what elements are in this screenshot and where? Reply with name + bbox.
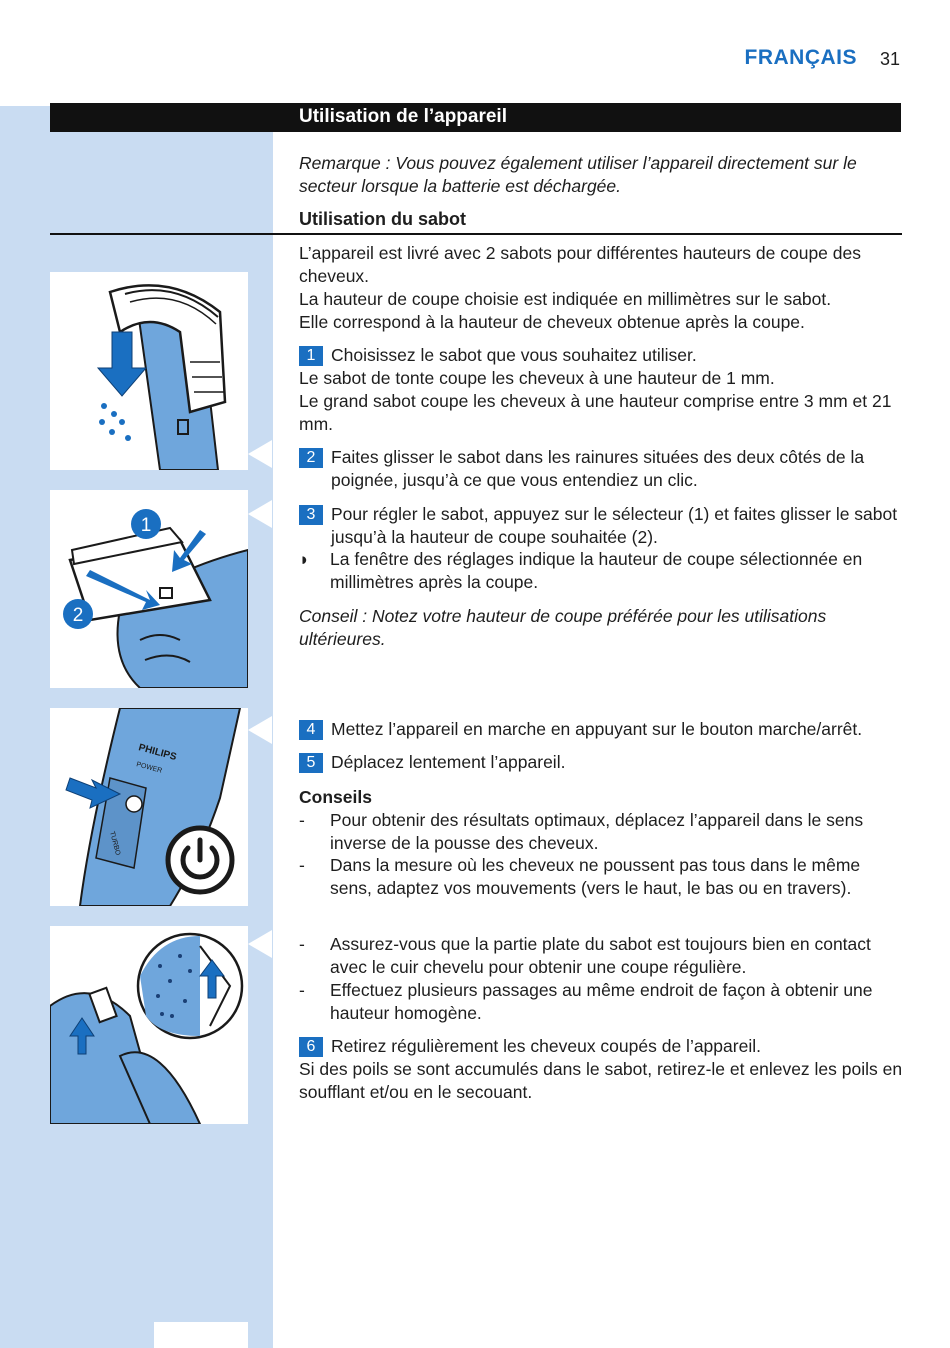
intro-paragraph-3: Elle correspond à la hauteur de cheveux obtenue après la coupe. <box>299 312 805 332</box>
note-paragraph: Remarque : Vous pouvez également utiliser l’appareil directement sur le secteur lorsque la batterie est déchargée. <box>299 153 857 196</box>
dash-marker: - <box>299 934 305 954</box>
step-number: 5 <box>299 753 323 773</box>
step-1-detail-1: Le sabot de tonte coupe les cheveux à une hauteur de 1 mm. <box>299 368 775 388</box>
power-label: POWER <box>135 761 163 775</box>
tips-item-text: Pour obtenir des résultats optimaux, déplacez l’appareil dans le sens inverse de la pousse des cheveux. <box>330 810 864 853</box>
tips-item <box>299 979 904 1025</box>
step-number: 6 <box>299 1037 323 1057</box>
tip-paragraph: Conseil : Notez votre hauteur de coupe préférée pour les utilisations ultérieures. <box>299 606 827 649</box>
section-title: Utilisation de l’appareil <box>299 106 507 127</box>
intro-paragraph-2: La hauteur de coupe choisie est indiquée en millimètres sur le sabot. <box>299 289 832 309</box>
page-number: 31 <box>879 49 900 69</box>
brand-logo: PHILIPS <box>137 742 178 763</box>
figure-adjust-comb <box>50 490 248 688</box>
figure-label-2: 2 <box>72 605 84 626</box>
step-1 <box>299 344 904 368</box>
step-3 <box>299 503 904 551</box>
step-text: Choisissez le sabot que vous souhaitez utiliser. <box>331 345 697 365</box>
step-text: Déplacez lentement l’appareil. <box>331 752 566 772</box>
step-number: 1 <box>299 346 323 366</box>
figure-power-button <box>50 708 248 906</box>
step-6 <box>299 1035 904 1059</box>
dash-marker: - <box>299 980 305 1000</box>
tips-title: Conseils <box>299 787 372 807</box>
tips-item-text: Assurez-vous que la partie plate du sabot est toujours bien en contact avec le cuir chevelu pour obtenir une coupe régulière. <box>330 934 871 977</box>
figure-attach-comb <box>50 272 248 470</box>
language-label: FRANÇAIS <box>744 46 857 69</box>
turbo-label: TURBO <box>108 830 122 857</box>
dash-marker: - <box>299 855 305 875</box>
intro-paragraph-1: L’appareil est livré avec 2 sabots pour différentes hauteurs de coupe des cheveux. <box>299 243 861 286</box>
subsection-title: Utilisation du sabot <box>299 209 467 229</box>
tips-item <box>299 809 904 855</box>
tips-item <box>299 854 904 900</box>
step-5 <box>299 751 904 775</box>
step-4 <box>299 718 904 742</box>
step-number: 3 <box>299 505 323 525</box>
step-3-result <box>299 548 904 596</box>
step-text: Faites glisser le sabot dans les rainures situées des deux côtés de la poignée, jusqu’à ce que vous entendiez un clic. <box>331 447 865 490</box>
figure-label-1: 1 <box>140 515 152 536</box>
result-marker: ◗ <box>299 549 310 569</box>
step-number: 4 <box>299 720 323 740</box>
power-icon <box>168 828 232 892</box>
panel-pointer <box>248 716 272 744</box>
step-text: Mettez l’appareil en marche en appuyant sur le bouton marche/arrêt. <box>331 719 863 739</box>
step-1-detail-2: Le grand sabot coupe les cheveux à une hauteur comprise entre 3 mm et 21 mm. <box>299 391 892 434</box>
figure-cutting-direction <box>50 926 248 1124</box>
tips-item <box>299 933 904 979</box>
panel-pointer <box>248 500 272 528</box>
tips-item-text: Effectuez plusieurs passages au même endroit de façon à obtenir une hauteur homogène. <box>330 980 873 1023</box>
step-2 <box>299 446 904 494</box>
band-footer-gap <box>154 1322 248 1348</box>
step-text: Pour régler le sabot, appuyez sur le sélecteur (1) et faites glisser le sabot jusqu’à la hauteur de coupe souhaitée (2). <box>331 504 898 547</box>
panel-pointer <box>248 440 272 468</box>
tips-item-text: Dans la mesure où les cheveux ne poussent pas tous dans le même sens, adaptez vos mouvements (vers le haut, le bas ou en travers). <box>330 855 861 898</box>
divider <box>50 233 902 235</box>
result-text: La fenêtre des réglages indique la hauteur de coupe sélectionnée en millimètres après la coupe. <box>330 549 863 592</box>
dash-marker: - <box>299 810 305 830</box>
panel-pointer <box>248 930 272 958</box>
step-text: Retirez régulièrement les cheveux coupés de l’appareil. <box>331 1036 761 1056</box>
step-6-detail: Si des poils se sont accumulés dans le sabot, retirez-le et enlevez les poils en soufflant et/ou en le secouant. <box>299 1059 903 1102</box>
step-number: 2 <box>299 448 323 468</box>
